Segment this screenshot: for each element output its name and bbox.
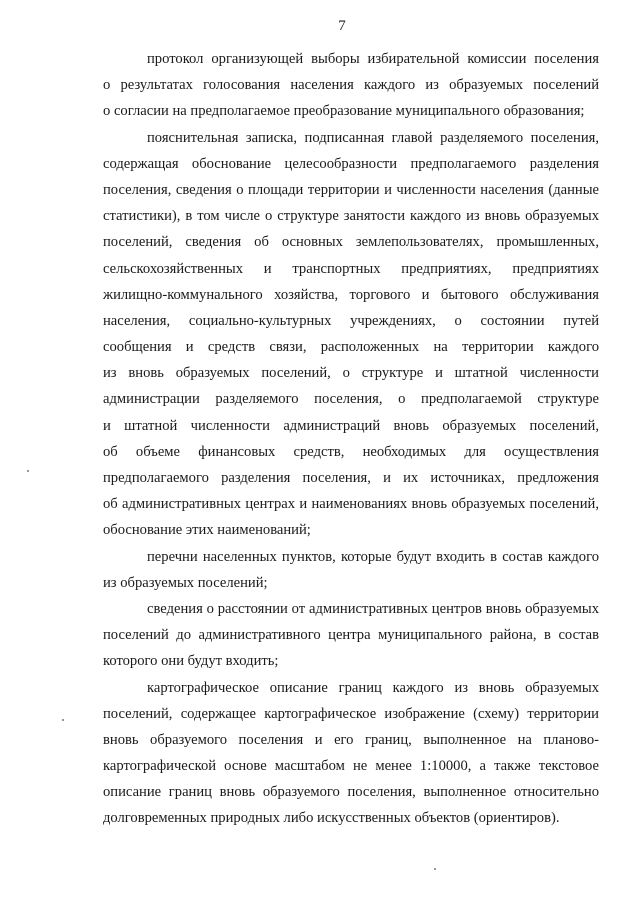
paragraph-explanatory-note: [103, 125, 599, 544]
text-line: предполагаемого разделения поселения, и их источниках, предложения: [103, 470, 599, 486]
text-line: статистики), в том числе о структуре занятости каждого из вновь образуемых: [103, 208, 599, 225]
text-line: об объеме финансовых средств, необходимых для осуществления: [103, 443, 599, 460]
text-line: поселений до административного центра муниципального района, в состав: [103, 627, 599, 644]
text-line: поселений, содержащее картографическое изображение (схему) территории: [103, 705, 599, 722]
text-line: жилищно-коммунального хозяйства, торгового и бытового обслуживания: [103, 286, 599, 303]
document-body: [103, 46, 599, 832]
text-line: поселений, сведения об основных землепользователях, промышленных,: [103, 234, 599, 251]
text-line: населения, социально-культурных учреждениях, о состоянии путей: [103, 312, 599, 329]
text-line: протокол организующей выборы избирательной комиссии поселения: [147, 51, 599, 67]
text-line: об административных центрах и наименованиях вновь образуемых поселений,: [103, 496, 599, 513]
text-line: сообщения и средств связи, расположенных на территории каждого: [103, 339, 599, 356]
text-line: и штатной численности администраций вновь образуемых поселений,: [103, 417, 599, 434]
text-line: вновь образуемого поселения и его границ, выполненное на планово-: [103, 731, 599, 748]
paragraph-distance-info: [103, 596, 599, 675]
text-line: сведения о расстоянии от административных центров вновь образуемых: [147, 600, 599, 617]
text-line: содержащая обоснование целесообразности предполагаемого разделения: [103, 155, 599, 172]
text-line: поселения, сведения о площади территории и численности населения (данные: [103, 181, 599, 198]
scan-speck: [27, 470, 29, 472]
scan-speck: [62, 719, 64, 721]
text-line: администрации разделяемого поселения, о предполагаемой структуре: [103, 391, 599, 408]
text-line: картографическое описание границ каждого из вновь образуемых: [147, 679, 599, 696]
paragraph-cartographic-description: [103, 675, 599, 832]
text-line: из вновь образуемых поселений, о структуре и штатной численности: [103, 365, 599, 382]
text-line: перечни населенных пунктов, которые будут входить в состав каждого: [147, 548, 599, 565]
paragraph-election-protocol: [103, 46, 599, 125]
page-number: 7: [338, 18, 346, 34]
text-line: картографической основе масштабом не менее 1:10000, а также текстовое: [103, 758, 599, 775]
text-line: долговременных природных либо искусственных объектов (ориентиров).: [103, 810, 560, 827]
scan-speck: [434, 868, 436, 870]
text-line: пояснительная записка, подписанная главой разделяемого поселения,: [147, 129, 599, 146]
text-line: которого они будут входить;: [103, 653, 279, 670]
text-line: о результатах голосования населения каждого из образуемых поселений: [103, 77, 599, 94]
text-line: описание границ вновь образуемого поселения, выполненное относительно: [103, 784, 599, 801]
paragraph-settlement-lists: [103, 544, 599, 596]
text-line: сельскохозяйственных и транспортных предприятиях, предприятиях: [103, 260, 599, 277]
text-line: обоснование этих наименований;: [103, 522, 311, 539]
text-line: о согласии на предполагаемое преобразование муниципального образования;: [103, 103, 585, 120]
text-line: из образуемых поселений;: [103, 574, 268, 591]
